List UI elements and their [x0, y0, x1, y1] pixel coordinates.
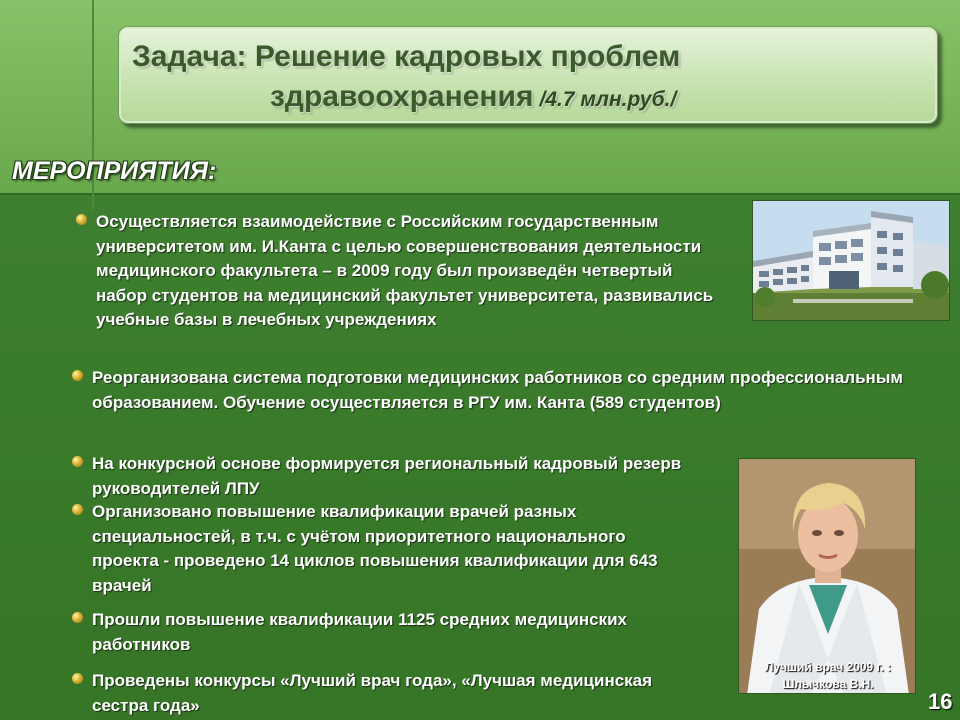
- bullet-text: Прошли повышение квалификации 1125 средних медицинских работников: [92, 610, 627, 654]
- university-building-photo: [752, 200, 950, 321]
- bullet-dot-icon: [72, 673, 83, 684]
- bullet-item: [72, 500, 672, 598]
- slide-title-line1: Задача: Решение кадровых проблем: [132, 40, 681, 73]
- bullet-item: [72, 366, 912, 415]
- bullet-text: Проведены конкурсы «Лучший врач года», «Лучшая медицинская сестра года»: [92, 671, 653, 715]
- portrait-caption-line2: Шлычкова В.Н.: [782, 677, 874, 691]
- bullet-dot-icon: [76, 214, 87, 225]
- portrait-caption: [740, 659, 916, 693]
- bullet-dot-icon: [72, 504, 83, 515]
- slide-title-line2-text: здравоохранения: [270, 80, 534, 113]
- portrait-caption-line1: Лучший врач 2009 г. :: [764, 660, 892, 674]
- bullet-dot-icon: [72, 612, 83, 623]
- bullet-item: [76, 210, 726, 333]
- bullet-item: [72, 608, 672, 657]
- bullet-dot-icon: [72, 370, 83, 381]
- building-illustration: [753, 201, 950, 321]
- title-budget: /4.7 млн.руб./: [539, 88, 677, 111]
- bullet-text: Осуществляется взаимодействие с Российским государственным университетом им. И.Канта с целью совершенствования деятельности медицинского факультета – в 2009 году был произведён четвертый набор студентов на медицинский факультет университета, развивались учебные базы в лечебных учреждениях: [96, 212, 714, 329]
- bullet-item: [72, 452, 722, 501]
- section-heading: МЕРОПРИЯТИЯ:: [12, 157, 217, 185]
- bullet-item: [72, 669, 672, 718]
- page-number: 16: [928, 689, 953, 714]
- slide-title-line2: [270, 80, 676, 114]
- bullet-text: Реорганизована система подготовки медицинских работников со средним профессиональным образованием. Обучение осуществляется в РГУ им. Канта (589 студентов): [92, 368, 903, 412]
- bullet-dot-icon: [72, 456, 83, 467]
- bullet-text: Организовано повышение квалификации врачей разных специальностей, в т.ч. с учётом приоритетного национального проекта - проведено 14 циклов повышения квалификации для 643 врачей: [92, 502, 658, 595]
- bullet-text: На конкурсной основе формируется региональный кадровый резерв руководителей ЛПУ: [92, 454, 682, 498]
